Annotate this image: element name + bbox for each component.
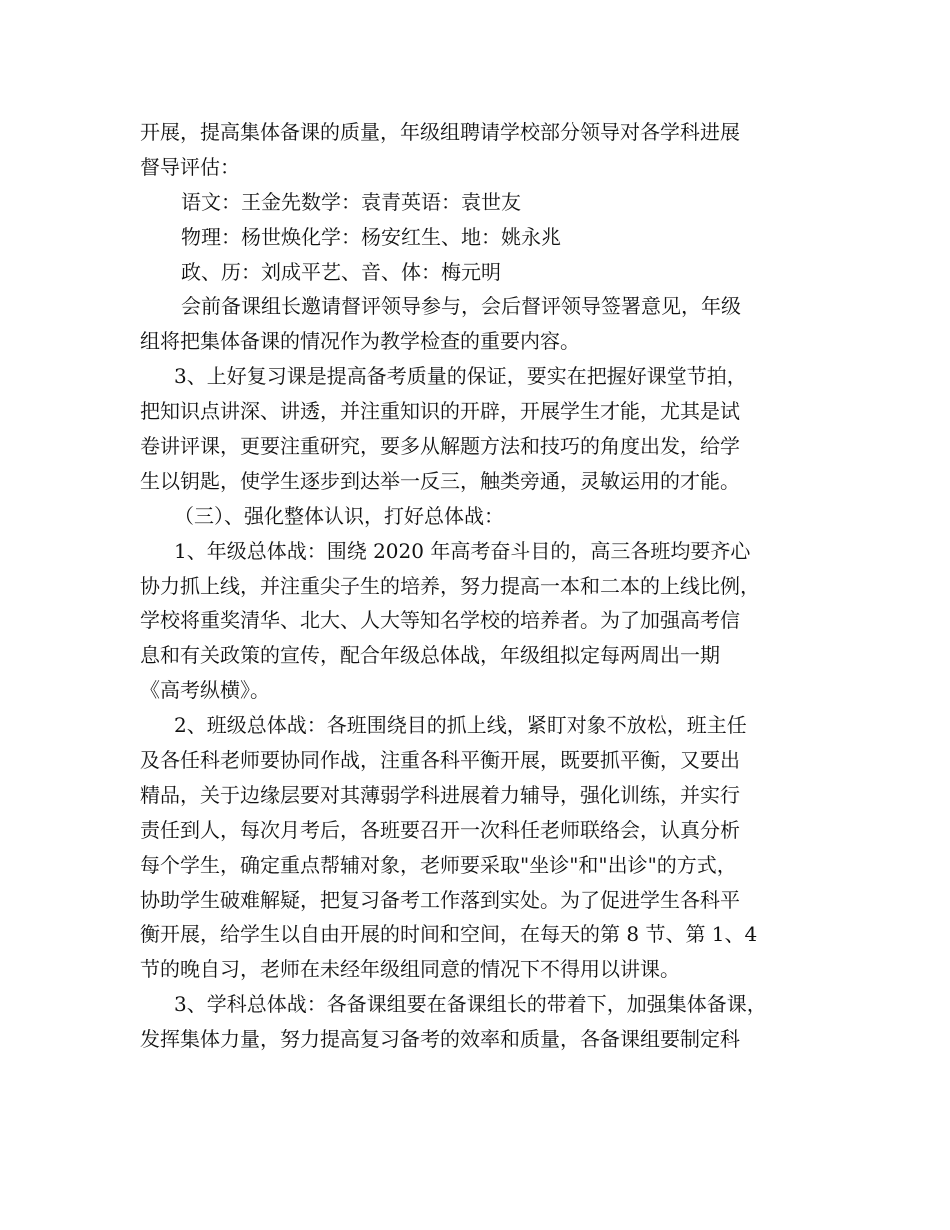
- text-line: 每个学生，确定重点帮辅对象，老师要采取"坐诊"和"出诊"的方式，: [140, 852, 737, 877]
- text-line: 协助学生破难解疑，把复习备考工作落到实处。为了促进学生各科平: [140, 887, 740, 912]
- text-line: 政、历：刘成平艺、音、体：梅元明: [181, 259, 501, 284]
- text-line: 会前备课组长邀请督评领导参与，会后督评领导签署意见，年级: [181, 294, 741, 319]
- text-line: 3、学科总体战：各备课组要在备课组长的带着下，加强集体备课，: [174, 992, 767, 1017]
- text-line: 2、班级总体战：各班围绕目的抓上线，紧盯对象不放松，班主任: [174, 713, 747, 738]
- text-line: 息和有关政策的宣传，配合年级总体战，年级组拟定每两周出一期: [140, 643, 720, 668]
- text-line: 发挥集体力量，努力提高复习备考的效率和质量，各备课组要制定科: [140, 1027, 740, 1052]
- text-line: 精品，关于边缘层要对其薄弱学科进展着力辅导，强化训练，并实行: [140, 782, 740, 807]
- text-line: 督导评估：: [140, 154, 240, 179]
- text-line: 物理：杨世焕化学：杨安红生、地：姚永兆: [181, 224, 561, 249]
- text-line: 学校将重奖清华、北大、人大等知名学校的培养者。为了加强高考信: [140, 608, 740, 633]
- text-line: 节的晚自习，老师在未经年级组同意的情况下不得用以讲课。: [140, 957, 680, 982]
- section-heading: （三）、强化整体认识，打好总体战：: [174, 503, 504, 528]
- text-line: 及各任科老师要协同作战，注重各科平衡开展，既要抓平衡，又要出: [140, 748, 740, 773]
- text-line: 1、年级总体战：围绕 2020 年高考奋斗目的，高三各班均要齐心: [174, 538, 751, 563]
- text-line: 组将把集体备课的情况作为教学检查的重要内容。: [140, 329, 580, 354]
- text-line: 卷讲评课，更要注重研究，要多从解题方法和技巧的角度出发，给学: [140, 434, 740, 459]
- text-line: 3、上好复习课是提高备考质量的保证，要实在把握好课堂节拍，: [174, 364, 747, 389]
- text-line: 开展，提高集体备课的质量，年级组聘请学校部分领导对各学科进展: [140, 120, 740, 144]
- text-line: 把知识点讲深、讲透，并注重知识的开辟，开展学生才能，尤其是试: [140, 399, 740, 424]
- text-line: 语文：王金先数学：袁青英语：袁世友: [181, 189, 521, 214]
- text-line: 《高考纵横》。: [140, 678, 270, 703]
- text-line: 协力抓上线，并注重尖子生的培养，努力提高一本和二本的上线比例，: [140, 573, 760, 598]
- document-body: [140, 115, 830, 1057]
- text-line: 生以钥匙，使学生逐步到达举一反三，触类旁通，灵敏运用的才能。: [140, 468, 740, 493]
- text-line: 衡开展，给学生以自由开展的时间和空间，在每天的第 8 节、第 1、4: [140, 922, 758, 947]
- text-line: 责任到人，每次月考后，各班要召开一次科任老师联络会，认真分析: [140, 817, 740, 842]
